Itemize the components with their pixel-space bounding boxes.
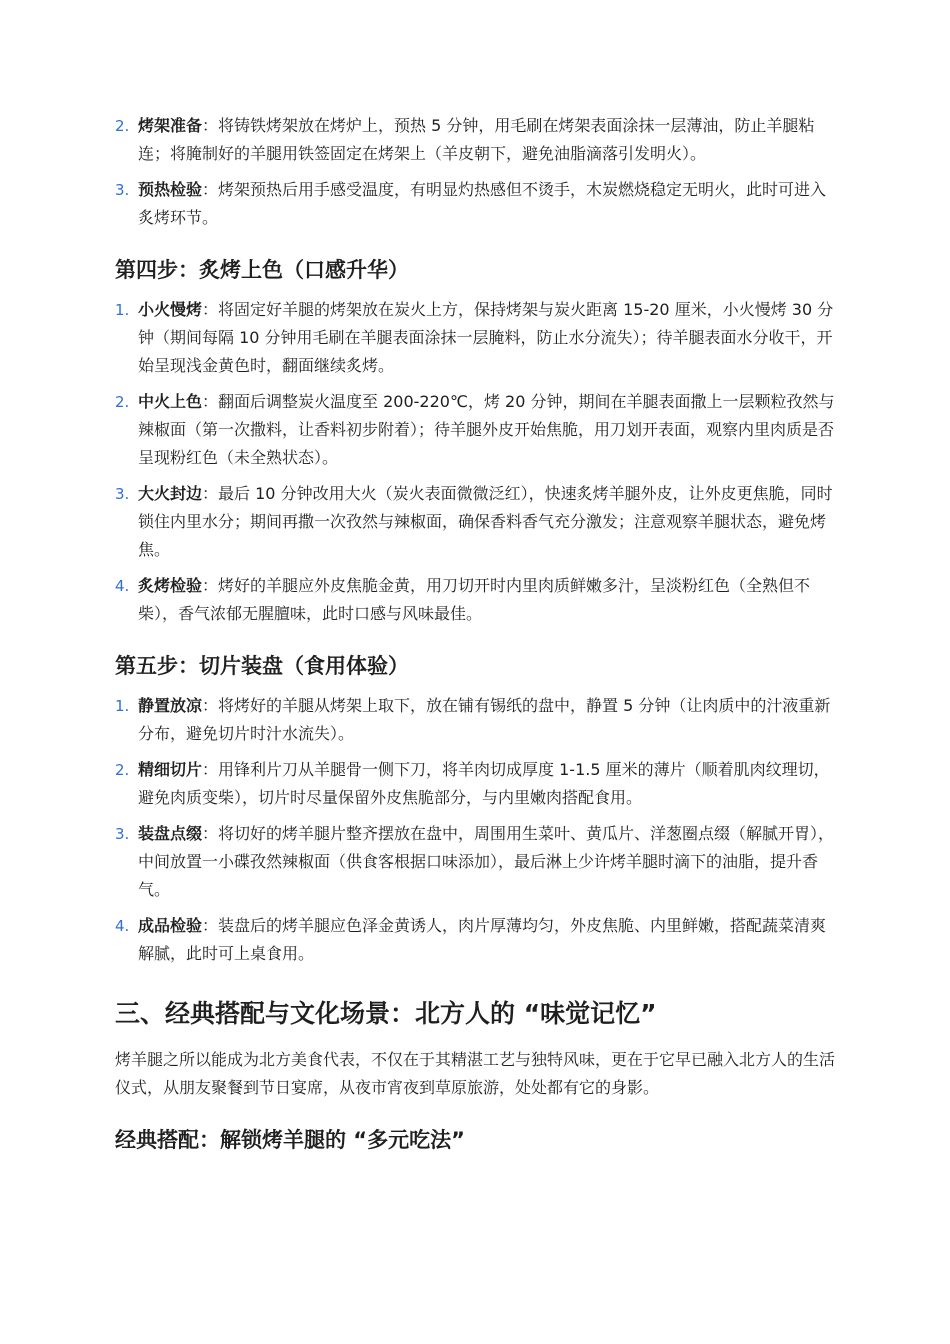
list-number: 2. (115, 761, 130, 779)
list-item (115, 388, 837, 472)
list-text: 烤好的羊腿应外皮焦脆金黄，用刀切开时内里肉质鲜嫩多汁，呈淡粉红色（全熟但不柴），香气浓郁无腥膻味，此时口感与风味最佳。 (138, 576, 811, 623)
list-term: 装盘点缀 (138, 824, 203, 843)
list-text: 最后 10 分钟改用大火（炭火表面微微泛红），快速炙烤羊腿外皮，让外皮更焦脆，同时锁住内里水分；期间再撒一次孜然与辣椒面，确保香料香气充分激发；注意观察羊腿状态，避免烤焦。 (138, 484, 833, 559)
list-text: 装盘后的烤羊腿应色泽金黄诱人，肉片厚薄均匀，外皮焦脆、内里鲜嫩，搭配蔬菜清爽解腻，此时可上桌食用。 (138, 916, 827, 963)
list-item (115, 480, 837, 564)
list-separator: ： (202, 760, 219, 779)
list-text: 用锋利片刀从羊腿骨一侧下刀，将羊肉切成厚度 1-1.5 厘米的薄片（顺着肌肉纹理切，避免肉质变柴），切片时尽量保留外皮焦脆部分，与内里嫩肉搭配食用。 (138, 760, 830, 807)
list-term: 静置放凉 (138, 696, 203, 715)
list-number: 4. (115, 917, 130, 935)
list-number: 1. (115, 301, 130, 319)
list-number: 3. (115, 181, 130, 199)
list-separator: ： (202, 180, 219, 199)
list-separator: ： (202, 824, 219, 843)
step5-list (115, 692, 837, 968)
list-separator: ： (202, 916, 219, 935)
list-term: 成品检验 (138, 916, 203, 935)
list-text: 将切好的烤羊腿片整齐摆放在盘中，周围用生菜叶、黄瓜片、洋葱圈点缀（解腻开胃），中间放置一小碟孜然辣椒面（供食客根据口味添加），最后淋上少许烤羊腿时滴下的油脂，提升香气。 (138, 824, 835, 899)
list-number: 4. (115, 577, 130, 595)
step4-heading: 第四步：炙烤上色（口感升华） (115, 258, 409, 282)
list-item (115, 176, 837, 232)
list-item (115, 112, 837, 168)
list-item (115, 296, 837, 380)
list-item (115, 692, 837, 748)
list-number: 3. (115, 485, 130, 503)
list-separator: ： (202, 392, 219, 411)
list-text: 将铸铁烤架放在烤炉上，预热 5 分钟，用毛刷在烤架表面涂抹一层薄油，防止羊腿粘连；将腌制好的羊腿用铁签固定在烤架上（羊皮朝下，避免油脂滴落引发明火）。 (138, 116, 815, 163)
list-separator: ： (202, 484, 219, 503)
list-separator: ： (202, 116, 219, 135)
list-term: 精细切片 (138, 760, 203, 779)
list-term: 中火上色 (138, 392, 203, 411)
list-number: 3. (115, 825, 130, 843)
list-text: 将烤好的羊腿从烤架上取下，放在铺有锡纸的盘中，静置 5 分钟（让肉质中的汁液重新分布，避免切片时汁水流失）。 (138, 696, 831, 743)
list-number: 1. (115, 697, 130, 715)
list-term: 预热检验 (138, 180, 203, 199)
list-number: 2. (115, 117, 130, 135)
list-separator: ： (202, 696, 219, 715)
document-page (115, 112, 837, 1166)
list-term: 小火慢烤 (138, 300, 203, 319)
list-separator: ： (202, 300, 219, 319)
list-item (115, 756, 837, 812)
list-item (115, 572, 837, 628)
section3-intro: 烤羊腿之所以能成为北方美食代表，不仅在于其精湛工艺与独特风味，更在于它早已融入北方人的生活仪式，从朋友聚餐到节日宴席，从夜市宵夜到草原旅游，处处都有它的身影。 (115, 1050, 836, 1097)
list-text: 将固定好羊腿的烤架放在炭火上方，保持烤架与炭火距离 15-20 厘米，小火慢烤 30 分钟（期间每隔 10 分钟用毛刷在羊腿表面涂抹一层腌料，防止水分流失）；待羊腿表面水分收干，开始呈现浅金黄色时，翻面继续炙烤。 (138, 300, 834, 375)
list-text: 烤架预热后用手感受温度，有明显灼热感但不烫手，木炭燃烧稳定无明火，此时可进入炙烤环节。 (138, 180, 827, 227)
step5-heading: 第五步：切片装盘（食用体验） (115, 654, 409, 678)
list-term: 烤架准备 (138, 116, 203, 135)
list-number: 2. (115, 393, 130, 411)
list-item (115, 912, 837, 968)
list-separator: ： (202, 576, 219, 595)
list-term: 大火封边 (138, 484, 203, 503)
section3-heading: 三、经典搭配与文化场景：北方人的 “味觉记忆” (115, 999, 657, 1028)
list-item (115, 820, 837, 904)
list-text: 翻面后调整炭火温度至 200-220℃，烤 20 分钟，期间在羊腿表面撒上一层颗粒孜然与辣椒面（第一次撒料，让香料初步附着）；待羊腿外皮开始焦脆，用刀划开表面，观察内里肉质是否呈现粉红色（未全熟状态）。 (138, 392, 835, 467)
step4-list (115, 296, 837, 628)
list-term: 炙烤检验 (138, 576, 203, 595)
section3-subheading: 经典搭配：解锁烤羊腿的 “多元吃法” (115, 1128, 465, 1152)
step3-list (115, 112, 837, 232)
